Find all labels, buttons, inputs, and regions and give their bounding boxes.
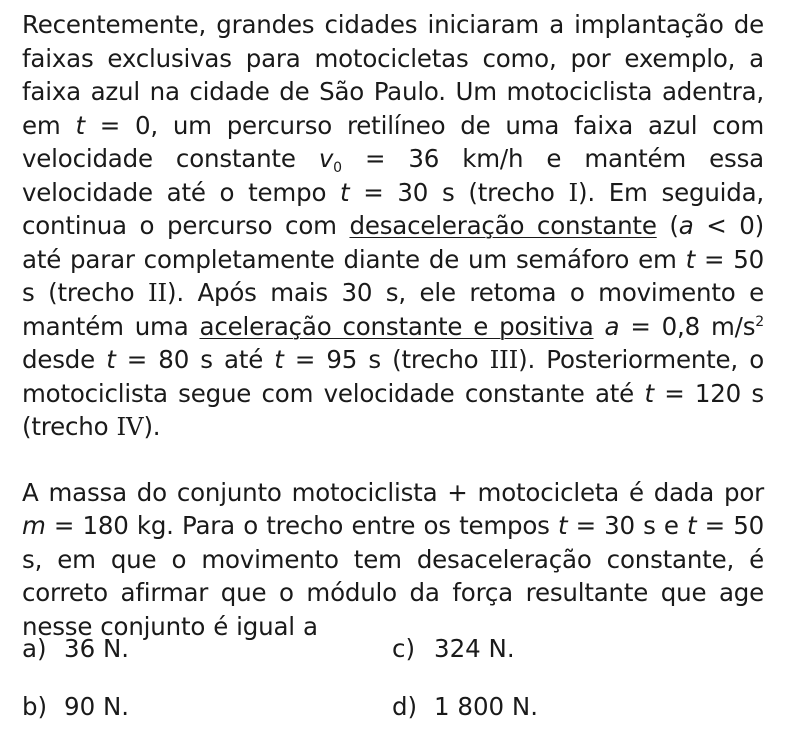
option-a[interactable] <box>22 634 129 664</box>
text-run <box>594 312 605 341</box>
text-run: ( <box>656 211 679 240</box>
text-run: < 0) até parar completamente diante de um semáforo em <box>22 211 764 274</box>
var-t: t <box>685 244 696 274</box>
paragraph-question <box>22 476 764 644</box>
var-a: a <box>678 211 694 240</box>
option-text: 90 N. <box>64 692 130 721</box>
text-run: A massa do conjunto motociclista + motocicleta é dada por <box>22 477 764 507</box>
option-text: 1 800 N. <box>434 692 539 721</box>
var-t: t <box>274 345 284 374</box>
option-letter: d) <box>392 692 418 721</box>
question-stem <box>22 8 764 643</box>
text-run: = 95 s (trecho <box>283 345 490 374</box>
text-run: = 36 km/h e mantém essa velocidade até o tempo <box>22 144 764 207</box>
option-text: 36 N. <box>64 634 130 663</box>
subscript-0: 0 <box>333 160 342 176</box>
underlined-text: desaceleração constante <box>349 211 657 240</box>
var-v: v <box>318 144 334 173</box>
var-t: t <box>644 378 654 408</box>
option-d[interactable] <box>392 692 538 722</box>
text-run: Recentemente, grandes cidades iniciaram a implantação de faixas exclusivas para motocicletas como, por exemplo, a faixa azul na cidade de São Paulo. Um motociclista adentra, em <box>22 10 764 140</box>
text-run: = 50 s, em que o movimento tem desaceleração constante, é correto afirmar que o módulo da força resultante que age nesse conjunto é igual a <box>22 511 765 641</box>
superscript-2: 2 <box>755 313 764 330</box>
text-run: = 80 s até <box>115 345 275 374</box>
var-t: t <box>687 511 697 540</box>
text-run: = 30 s e <box>567 511 688 540</box>
text-run: desde <box>22 345 107 374</box>
option-letter: a) <box>22 634 47 663</box>
roman-numeral: II <box>148 278 167 307</box>
text-run: = 0,8 m/s <box>619 311 756 341</box>
option-text: 324 N. <box>434 634 515 663</box>
option-letter: b) <box>22 692 48 721</box>
underlined-text: aceleração constante e positiva <box>199 311 594 341</box>
roman-numeral: III <box>489 345 519 374</box>
text-run: = 0, um percurso retilíneo de uma faixa azul com velocidade constante <box>22 110 764 173</box>
var-m: m <box>22 511 46 540</box>
var-t: t <box>340 177 350 207</box>
option-b[interactable] <box>22 692 129 722</box>
text-run: ). Após mais 30 s, ele retoma o movimento e mantém uma <box>22 278 764 341</box>
var-a: a <box>604 311 620 341</box>
var-t: t <box>106 345 116 374</box>
text-run: = 180 kg. Para o trecho entre os tempos <box>45 511 558 540</box>
text-run: = 50 s (trecho <box>22 244 765 307</box>
text-run: = 120 s (trecho <box>22 378 765 441</box>
option-letter: c) <box>392 634 416 663</box>
text-run: ). <box>143 412 161 441</box>
var-t: t <box>557 511 568 540</box>
text-run: ). Posteriormente, o motociclista segue com velocidade constante até <box>22 345 764 408</box>
var-t: t <box>75 110 85 140</box>
text-run: = 30 s (trecho <box>349 177 569 207</box>
text-run: ). Em seguida, continua o percurso com <box>22 177 765 240</box>
roman-numeral: IV <box>116 412 144 441</box>
option-c[interactable] <box>392 634 515 664</box>
paragraph-scenario <box>22 8 764 444</box>
roman-numeral: I <box>568 177 579 207</box>
